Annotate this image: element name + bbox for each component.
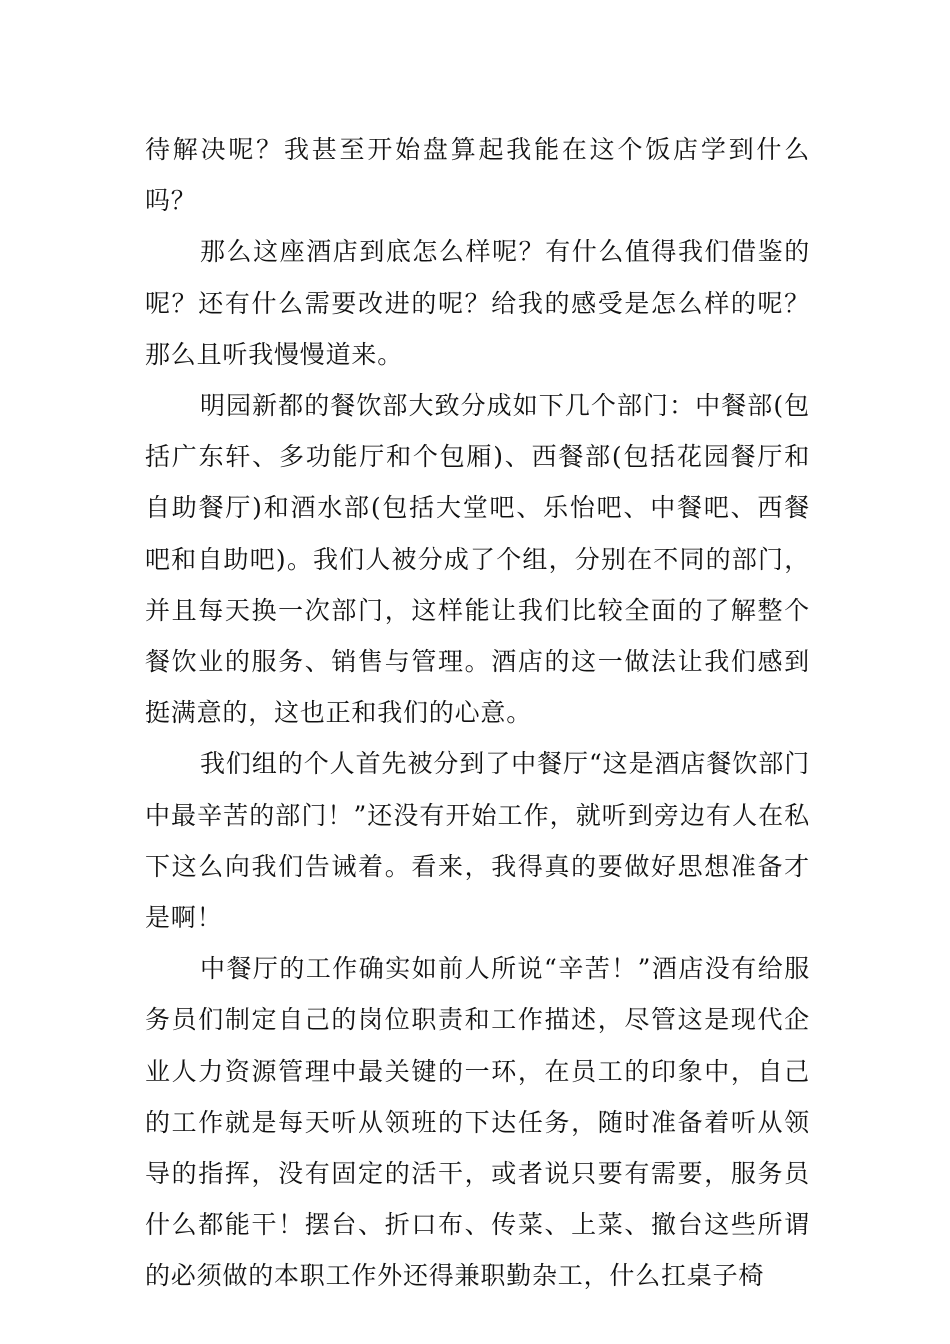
paragraph-1: 待解决呢？我甚至开始盘算起我能在这个饭店学到什么吗？ [145, 135, 810, 216]
paragraph-3: 明园新都的餐饮部大致分成如下几个部门：中餐部(包括广东轩、多功能厅和个包厢)、西餐部(包括花园餐厅和自助餐厅)和酒水部(包括大堂吧、乐怡吧、中餐吧、西餐吧和自助吧)。我们人被分成了个组，分别在不同的部门，并且每天换一次部门，这样能让我们比较全面的了解整个餐饮业的服务、销售与管理。酒店的这一做法让我们感到挺满意的，这也正和我们的心意。 [145, 391, 810, 728]
paragraph-2: 那么这座酒店到底怎么样呢？有什么值得我们借鉴的呢？还有什么需要改进的呢？给我的感受是怎么样的呢？那么且听我慢慢道来。 [145, 237, 810, 369]
paragraph-4: 我们组的个人首先被分到了中餐厅“这是酒店餐饮部门中最辛苦的部门！”还没有开始工作，就听到旁边有人在私下这么向我们告诫着。看来，我得真的要做好思想准备才是啊！ [145, 749, 810, 933]
document-body [145, 124, 810, 1302]
paragraph-5: 中餐厅的工作确实如前人所说“辛苦！”酒店没有给服务员们制定自己的岗位职责和工作描述，尽管这是现代企业人力资源管理中最关键的一环，在员工的印象中，自己的工作就是每天听从领班的下达任务，随时准备着听从领导的指挥，没有固定的活干，或者说只要有需要，服务员什么都能干！摆台、折口布、传菜、上菜、撤台这些所谓的必须做的本职工作外还得兼职勤杂工，什么扛桌子椅 [145, 954, 810, 1291]
